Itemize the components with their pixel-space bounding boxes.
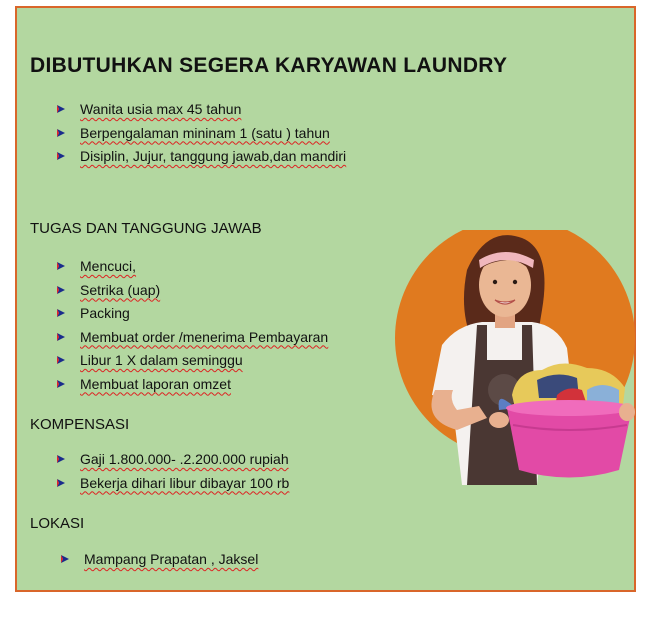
list-item-text: Membuat order /menerima Pembayaran (80, 328, 329, 345)
list-item (55, 279, 328, 303)
list-item-text: Berpengalaman mininam 1 (satu ) tahun (80, 124, 330, 141)
list-item (55, 373, 328, 397)
list-item (55, 255, 328, 279)
list-item (55, 302, 328, 326)
list-item (55, 122, 346, 146)
list-item-text: Packing (80, 305, 130, 321)
list-item-text: Libur 1 X dalam seminggu (80, 352, 243, 368)
list-item (55, 98, 346, 122)
location-list (59, 548, 258, 572)
list-item-text: Bekerja dihari libur dibayar 100 rb (80, 474, 290, 491)
list-item-text: Mencuci, (80, 258, 137, 274)
list-item (55, 349, 328, 373)
list-item (55, 472, 289, 496)
list-item-text: Mampang Prapatan , Jaksel (84, 551, 259, 567)
poster-title: DIBUTUHKAN SEGERA KARYAWAN LAUNDRY (30, 54, 508, 77)
job-poster (15, 6, 636, 592)
compensation-heading: KOMPENSASI (30, 416, 130, 433)
arrow-bullet-icon (55, 378, 67, 390)
arrow-bullet-icon (55, 260, 67, 272)
arrow-bullet-icon (55, 307, 67, 319)
duties-heading: TUGAS DAN TANGGUNG JAWAB (30, 220, 262, 237)
compensation-list (55, 448, 289, 495)
list-item (55, 326, 328, 350)
arrow-bullet-icon (55, 453, 67, 465)
list-item-text: Membuat laporan omzet (80, 375, 231, 392)
arrow-bullet-icon (59, 553, 71, 565)
arrow-bullet-icon (55, 331, 67, 343)
list-item (55, 145, 346, 169)
arrow-bullet-icon (55, 127, 67, 139)
list-item (59, 548, 258, 572)
laundry-woman-illustration (387, 230, 647, 485)
list-item (55, 448, 289, 472)
list-item-text: Disiplin, Jujur, tanggung jawab,dan mandiri (80, 148, 347, 164)
arrow-bullet-icon (55, 477, 67, 489)
duties-list (55, 255, 328, 396)
list-item-text: Gaji 1.800.000- .2.200.000 rupiah (80, 451, 289, 467)
requirements-list (55, 98, 346, 169)
arrow-bullet-icon (55, 150, 67, 162)
arrow-bullet-icon (55, 354, 67, 366)
arrow-bullet-icon (55, 284, 67, 296)
list-item-text: Setrika (uap) (80, 281, 161, 298)
location-heading: LOKASI (30, 515, 85, 532)
arrow-bullet-icon (55, 103, 67, 115)
list-item-text: Wanita usia max 45 tahun (80, 101, 242, 117)
